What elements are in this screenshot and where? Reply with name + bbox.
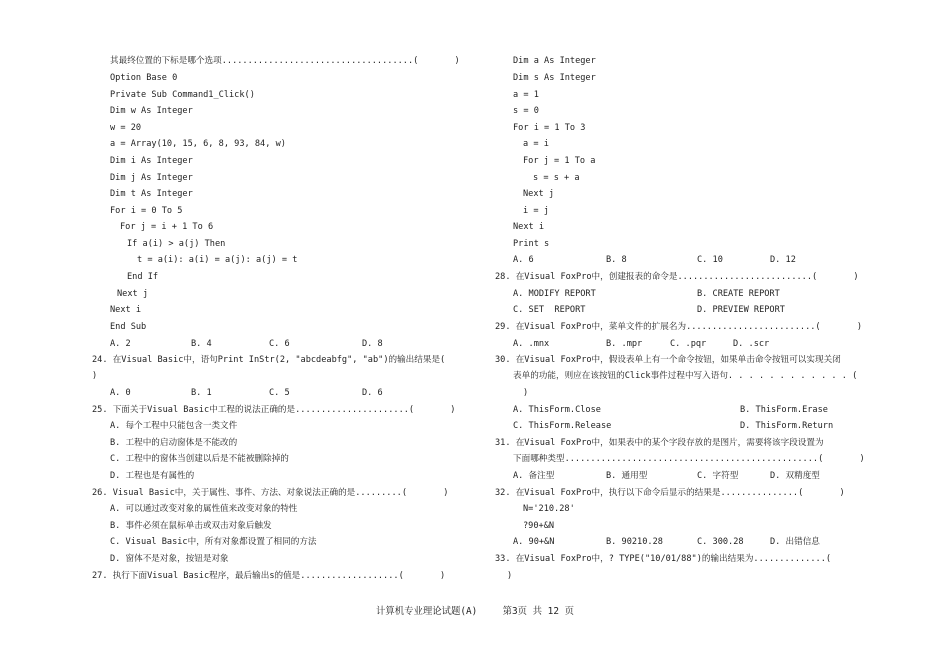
code-line: Private Sub Command1_Click() <box>110 90 255 100</box>
code-line: For i = 1 To 3 <box>513 123 586 133</box>
code-line: Next i <box>513 222 545 232</box>
option-a: A. 2 <box>110 339 131 349</box>
option-c: C. 工程中的窗体当创建以后是不能被删除掉的 <box>110 454 289 464</box>
option-b: B. 4 <box>191 339 212 349</box>
option-d: D. .scr <box>733 339 770 349</box>
option-c: C. SET REPORT <box>513 305 586 315</box>
code-line: End If <box>127 272 159 282</box>
option-b: B. ThisForm.Erase <box>740 405 828 415</box>
option-c: C. 字符型 <box>697 471 739 481</box>
option-d: D. 12 <box>770 255 796 265</box>
option-b: B. 1 <box>191 388 212 398</box>
option-a: A. 备注型 <box>513 471 555 481</box>
code-line: Next j <box>523 189 555 199</box>
option-c: C. 6 <box>269 339 290 349</box>
option-a: A. .mnx <box>513 339 550 349</box>
q26-stem: 26. Visual Basic中，关于属性、事件、方法、对象说法正确的是.........( ) <box>92 488 449 498</box>
code-line: a = Array(10, 15, 6, 8, 93, 84, w) <box>110 139 286 149</box>
option-d: D. 工程也是有属性的 <box>110 471 195 481</box>
option-c: C. ThisForm.Release <box>513 421 612 431</box>
option-c: C. 300.28 <box>697 537 744 547</box>
q27-stem: 27. 执行下面Visual Basic程序，最后输出s的值是...................( ) <box>92 571 446 581</box>
code-line: ?90+&N <box>523 521 555 531</box>
code-line: a = 1 <box>513 90 539 100</box>
q30-stem: 30. 在Visual FoxPro中，假设表单上有一个命令按钮，如果单击命令按钮可以实现关闭 <box>495 355 841 365</box>
option-a: A. 0 <box>110 388 131 398</box>
code-line: For j = 1 To a <box>523 156 596 166</box>
option-b: B. 90210.28 <box>606 537 663 547</box>
q30-stem-close: ) <box>523 388 529 398</box>
option-d: D. ThisForm.Return <box>740 421 834 431</box>
option-c: C. 10 <box>697 255 723 265</box>
code-line: t = a(i): a(i) = a(j): a(j) = t <box>137 255 298 265</box>
q32-stem: 32. 在Visual FoxPro中，执行以下命令后显示的结果是...............( ) <box>495 488 845 498</box>
option-d: D. 双精度型 <box>770 471 820 481</box>
q31-stem-cont: 下面哪种类型.................................................( ) <box>513 454 865 464</box>
option-b: B. CREATE REPORT <box>697 289 780 299</box>
option-d: D. 6 <box>362 388 383 398</box>
option-d: D. 出错信息 <box>770 537 820 547</box>
code-line: Next i <box>110 305 142 315</box>
code-line: s = s + a <box>533 173 580 183</box>
code-line: Next j <box>117 289 149 299</box>
q24-stem-cont: ) <box>92 371 98 381</box>
code-line: N='210.28' <box>523 504 575 514</box>
code-line: Dim a As Integer <box>513 56 596 66</box>
code-line: End Sub <box>110 322 147 332</box>
code-line: a = i <box>523 139 549 149</box>
q33-stem-close: ) <box>507 571 513 581</box>
q25-stem: 25. 下面关于Visual Basic中工程的说法正确的是......................( ) <box>92 405 456 415</box>
code-line: Dim j As Integer <box>110 173 193 183</box>
q29-stem: 29. 在Visual FoxPro中，菜单文件的扩展名为.........................( ) <box>495 322 862 332</box>
option-b: B. .mpr <box>606 339 643 349</box>
code-line: s = 0 <box>513 106 539 116</box>
page-footer <box>0 603 950 617</box>
q23-continuation: 其最终位置的下标是哪个选项.....................................( ) <box>110 56 460 66</box>
code-line: For j = i + 1 To 6 <box>120 222 214 232</box>
option-a: A. 6 <box>513 255 534 265</box>
code-line: w = 20 <box>110 123 142 133</box>
code-line: Print s <box>513 239 550 249</box>
option-c: C. 5 <box>269 388 290 398</box>
option-b: B. 8 <box>606 255 627 265</box>
option-a: A. 每个工程中只能包含一类文件 <box>110 421 238 431</box>
option-a: A. MODIFY REPORT <box>513 289 596 299</box>
option-a: A. ThisForm.Close <box>513 405 601 415</box>
code-line: If a(i) > a(j) Then <box>127 239 226 249</box>
code-line: Dim s As Integer <box>513 73 596 83</box>
code-line: For i = 0 To 5 <box>110 206 183 216</box>
q28-stem: 28. 在Visual FoxPro中，创建报表的命令是..........................( ) <box>495 272 859 282</box>
code-line: Dim t As Integer <box>110 189 193 199</box>
option-d: D. PREVIEW REPORT <box>697 305 785 315</box>
code-line: Dim i As Integer <box>110 156 193 166</box>
footer-title: 计算机专业理论试题(A) <box>376 606 478 617</box>
page-number: 第3页 共 12 页 <box>502 606 574 617</box>
code-line: i = j <box>523 206 549 216</box>
option-b: B. 工程中的启动窗体是不能改的 <box>110 438 238 448</box>
option-b: B. 通用型 <box>606 471 648 481</box>
option-d: D. 窗体不是对象，按钮是对象 <box>110 554 229 564</box>
code-line: Option Base 0 <box>110 73 178 83</box>
option-c: C. .pqr <box>670 339 707 349</box>
q24-stem: 24. 在Visual Basic中，语句Print InStr(2, "abcdeabfg", "ab")的输出结果是( <box>92 355 446 365</box>
q31-stem: 31. 在Visual FoxPro中，如果表中的某个字段存放的是图片，需要将该字段设置为 <box>495 438 824 448</box>
option-c: C. Visual Basic中，所有对象都设置了相同的方法 <box>110 537 317 547</box>
q33-stem: 33. 在Visual FoxPro中，? TYPE("10/01/88")的输出结果为..............( <box>495 554 832 564</box>
option-b: B. 事件必须在鼠标单击或双击对象后触发 <box>110 521 272 531</box>
option-a: A. 90+&N <box>513 537 555 547</box>
q30-stem-cont: 表单的功能，则应在该按钮的Click事件过程中写入语句. . . . . . . . . . . . ( <box>513 371 858 381</box>
code-line: Dim w As Integer <box>110 106 193 116</box>
option-d: D. 8 <box>362 339 383 349</box>
option-a: A. 可以通过改变对象的属性值来改变对象的特性 <box>110 504 298 514</box>
